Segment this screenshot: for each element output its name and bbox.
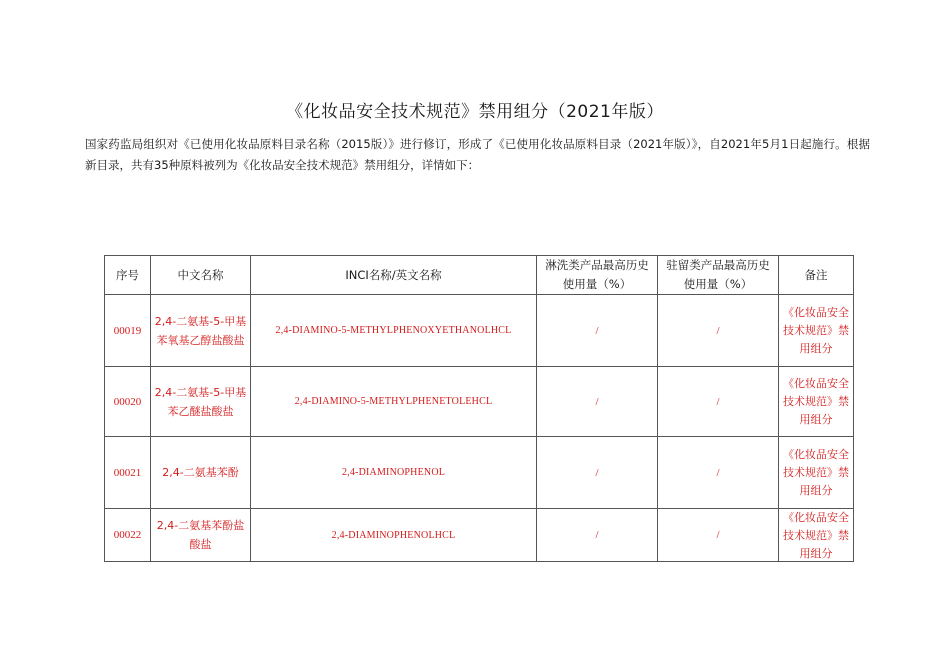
- table-row: [105, 367, 854, 437]
- cell-remark: 《化妆品安全技术规范》禁用组分: [779, 295, 854, 367]
- cell-leave-on: /: [658, 367, 779, 437]
- cell-remark: [779, 509, 854, 562]
- cell-rinse-off: /: [537, 509, 658, 562]
- cell-serial: 00020: [105, 367, 151, 437]
- cell-inci-name: 2,4-DIAMINO-5-METHYLPHENETOLEHCL: [251, 367, 537, 437]
- cell-rinse-off: /: [537, 295, 658, 367]
- header-inci-name: INCI名称/英文名称: [251, 256, 537, 295]
- cell-inci-name: 2,4-DIAMINO-5-METHYLPHENOXYETHANOLHCL: [251, 295, 537, 367]
- table-row: [105, 509, 854, 562]
- header-serial: 序号: [105, 256, 151, 295]
- cell-cn-name: 2,4-二氨基-5-甲基苯氧基乙醇盐酸盐: [151, 295, 251, 367]
- cell-cn-name: 2,4-二氨基-5-甲基苯乙醚盐酸盐: [151, 367, 251, 437]
- cell-leave-on: /: [658, 509, 779, 562]
- cell-serial: 00022: [105, 509, 151, 562]
- cell-remark: 《化妆品安全技术规范》禁用组分: [779, 437, 854, 509]
- cell-inci-name: 2,4-DIAMINOPHENOL: [251, 437, 537, 509]
- cell-cn-name: 2,4-二氨基苯酚盐酸盐: [151, 509, 251, 562]
- cell-cn-name: 2,4-二氨基苯酚: [151, 437, 251, 509]
- table-row: [105, 295, 854, 367]
- cell-leave-on: /: [658, 437, 779, 509]
- cell-inci-name: 2,4-DIAMINOPHENOLHCL: [251, 509, 537, 562]
- header-leave-on: 驻留类产品最高历史使用量（%）: [658, 256, 779, 295]
- cell-serial: 00019: [105, 295, 151, 367]
- cell-leave-on: /: [658, 295, 779, 367]
- cell-remark: 《化妆品安全技术规范》禁用组分: [779, 367, 854, 437]
- banned-ingredients-table: [104, 255, 854, 562]
- cell-rinse-off: /: [537, 437, 658, 509]
- cell-rinse-off: /: [537, 367, 658, 437]
- table-row: [105, 437, 854, 509]
- header-cn-name: 中文名称: [151, 256, 251, 295]
- intro-paragraph: 国家药监局组织对《已使用化妆品原料目录名称（2015版）》进行修订，形成了《已使用化妆品原料目录（2021年版）》，自2021年5月1日起施行。根据新目录，共有35种原料被列为《化妆品安全技术规范》禁用组分，详情如下：: [85, 137, 870, 172]
- cell-serial: 00021: [105, 437, 151, 509]
- page-title: 《化妆品安全技术规范》禁用组分（2021年版）: [286, 102, 664, 122]
- table-header-row: [105, 256, 854, 295]
- cell-remark-text: 《化妆品安全技术规范》禁用组分: [783, 511, 849, 560]
- header-remark: 备注: [779, 256, 854, 295]
- header-rinse-off: 淋洗类产品最高历史使用量（%）: [537, 256, 658, 295]
